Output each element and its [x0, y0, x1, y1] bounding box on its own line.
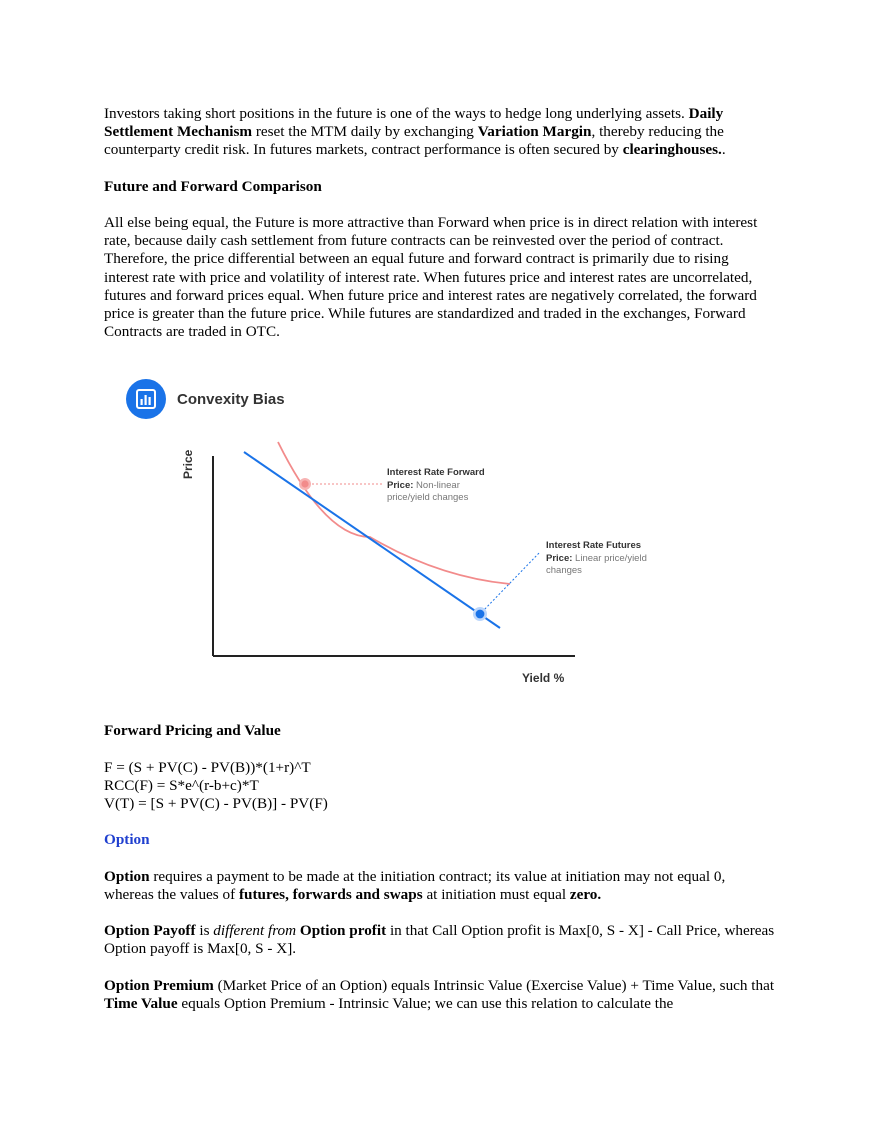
paragraph-option-payoff: [104, 922, 776, 958]
text-run: equals Option Premium - Intrinsic Value; we can use this relation to calculate the: [177, 995, 674, 1013]
forward-point-core: [301, 480, 308, 487]
bold-term: Daily Settlement Mechanism: [104, 105, 724, 141]
paragraph-text: All else being equal, the Future is more attractive than Forward when price is in direct relation with interest rate, because daily cash settlement from future contracts can be reinvested over the period of contract. Therefore, the price differential between an equal future and forward contract is primarily due to rising interest rate with price and volatility of interest rate. When futures price and interest rates are uncorrelated, futures and forward prices equal. When future price and interest rates are negatively correlated, the forward price is greater than the future price. While futures are standardized and traded in the exchanges, Forward Contracts are traded in OTC.: [104, 214, 758, 341]
futures-annotation-line2: changes: [546, 565, 582, 576]
text-run: reset the MTM daily by exchanging: [252, 123, 478, 141]
bold-term: Option: [104, 868, 150, 885]
bold-term: Option Premium: [104, 977, 214, 994]
paragraph-option-premium: [104, 977, 776, 1013]
text-run: (Market Price of an Option) equals Intrinsic Value (Exercise Value) + Time Value, such that: [213, 977, 775, 994]
formula-block: [104, 759, 776, 814]
futures-annotation-title: Interest Rate Futures: [546, 540, 642, 551]
forward-annotation-line2: price/yield changes: [387, 492, 469, 503]
y-axis-label: Price: [181, 449, 195, 479]
futures-price-line: [244, 452, 500, 628]
section-heading: Future and Forward Comparison: [104, 178, 322, 195]
text-run: , thereby reducing the counterparty credit risk. In futures markets, contract performance is often secured by: [104, 123, 724, 159]
heading-option: [104, 831, 776, 849]
paragraph-comparison: [104, 214, 776, 341]
text-run: is: [195, 922, 214, 939]
forward-annotation-title: Interest Rate Forward: [387, 467, 485, 478]
x-axis-label: Yield %: [522, 671, 565, 685]
annotation-text: Linear price/yield: [575, 553, 647, 564]
bold-term: Option profit: [299, 922, 387, 939]
bold-term: Option Payoff: [104, 922, 196, 939]
section-heading: Forward Pricing and Value: [104, 722, 281, 739]
bold-term: Variation Margin: [477, 123, 592, 141]
formula-forward-price: F = (S + PV(C) - PV(B))*(1+r)^T: [104, 759, 311, 776]
futures-annotation-line1: [546, 553, 647, 564]
italic-term: different from: [213, 922, 297, 939]
text-run: .: [721, 141, 726, 159]
bold-term: zero.: [569, 886, 602, 904]
heading-forward-pricing: [104, 722, 776, 740]
formula-rcc-forward: RCC(F) = S*e^(r-b+c)*T: [104, 777, 259, 795]
convexity-bias-figure: [120, 372, 680, 692]
forward-price-curve: [278, 442, 510, 584]
text-run: Investors taking short positions in the future is one of the ways to hedge long underlying assets.: [104, 105, 689, 122]
bold-term: Time Value: [104, 995, 178, 1013]
text-run: requires a payment to be made at the initiation contract; its value at initiation may not equal 0, whereas the values of: [104, 868, 726, 904]
paragraph-hedging: [104, 105, 776, 160]
convexity-chart: [120, 372, 680, 692]
futures-point: [476, 610, 485, 619]
bold-term: futures, forwards and swaps: [238, 886, 423, 904]
text-run: at initiation must equal: [422, 886, 570, 904]
heading-future-forward-comparison: [104, 178, 776, 196]
section-heading: Option: [104, 831, 150, 848]
chart-title: Convexity Bias: [177, 391, 285, 408]
annotation-bold: Price:: [546, 553, 573, 564]
forward-annotation-line1: [387, 480, 460, 491]
paragraph-option: [104, 868, 776, 904]
annotation-text: Non-linear: [416, 480, 460, 491]
formula-forward-value: V(T) = [S + PV(C) - PV(B)] - PV(F): [104, 795, 328, 813]
annotation-bold: Price:: [387, 480, 414, 491]
bold-term: clearinghouses.: [622, 141, 722, 159]
text-run: in that Call Option profit is Max[0, S - X] - Call Price, whereas Option payoff is Max[0, S - X].: [104, 922, 775, 958]
